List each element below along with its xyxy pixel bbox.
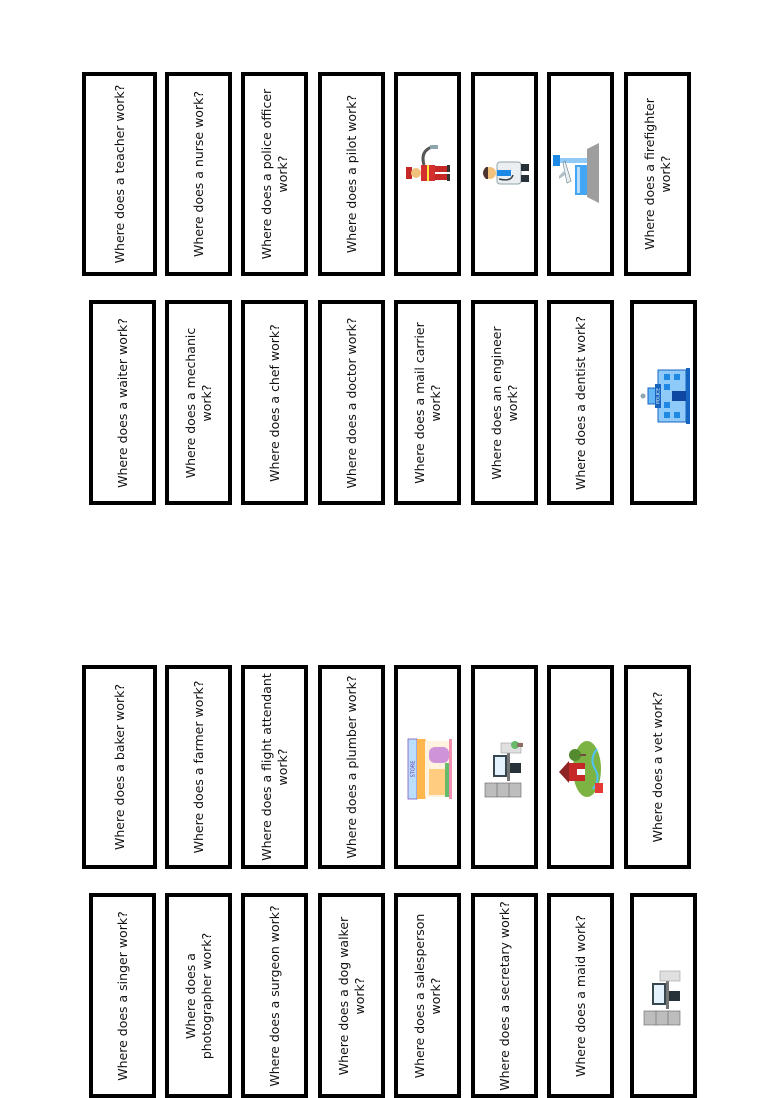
card-photographer xyxy=(165,893,232,1098)
police-sign-text: POLICE xyxy=(656,387,662,405)
card-mechanic xyxy=(165,300,232,505)
card-maid xyxy=(547,893,614,1098)
store-sign-text: STORE xyxy=(410,760,417,778)
airport-icon xyxy=(551,76,610,272)
card-text: Where does a vet work? xyxy=(649,691,665,843)
card-text: Where does a doctor work? xyxy=(343,317,359,488)
card-text: Where does a teacher work? xyxy=(111,84,127,264)
card-text: Where does a singer work? xyxy=(114,910,130,1081)
card-firefighter xyxy=(624,72,691,276)
card-text: Where does a surgeon work? xyxy=(266,904,282,1087)
card-text: Where does a chef work? xyxy=(266,323,282,482)
card-text: Where does a pilot work? xyxy=(343,94,359,254)
card-text: Where does a mechanic work? xyxy=(182,327,214,478)
store-icon xyxy=(398,669,457,865)
card-text: Where does a firefighter work? xyxy=(641,98,673,250)
card-text: Where does a salesperson work? xyxy=(411,913,443,1078)
card-plumber xyxy=(318,665,385,869)
card-secretary xyxy=(471,893,538,1098)
card-police-officer xyxy=(241,72,308,276)
card-text: Where does a mail carrier work? xyxy=(411,321,443,484)
card-text: Where does a farmer work? xyxy=(190,680,206,854)
card-doctor-image xyxy=(471,72,538,276)
police-station-icon xyxy=(634,304,693,501)
card-text: Where does a photographer work? xyxy=(182,932,214,1059)
card-teacher xyxy=(82,72,157,276)
card-text: Where does a baker work? xyxy=(111,684,127,850)
card-text: Where does a dentist work? xyxy=(572,315,588,490)
office-icon xyxy=(475,669,534,865)
card-dog-walker xyxy=(318,893,385,1098)
card-text: Where does a secretary work? xyxy=(496,900,512,1091)
card-flight-attendant xyxy=(241,665,308,869)
card-office-image-2 xyxy=(630,893,697,1098)
card-doctor xyxy=(318,300,385,505)
card-text: Where does a maid work? xyxy=(572,914,588,1077)
card-farm-image xyxy=(547,665,614,869)
card-text: Where does a nurse work? xyxy=(190,91,206,257)
card-salesperson xyxy=(394,893,461,1098)
card-airport-image xyxy=(547,72,614,276)
card-firefighter-image xyxy=(394,72,461,276)
card-text: Where does a plumber work? xyxy=(343,675,359,859)
card-store-image xyxy=(394,665,461,869)
card-singer xyxy=(89,893,156,1098)
card-waiter xyxy=(89,300,156,505)
office-icon xyxy=(634,897,693,1094)
card-surgeon xyxy=(241,893,308,1098)
card-text: Where does a waiter work? xyxy=(114,317,130,488)
card-dentist xyxy=(547,300,614,505)
card-chef xyxy=(241,300,308,505)
card-mail-carrier xyxy=(394,300,461,505)
card-text: Where does a police officer work? xyxy=(258,88,290,260)
card-nurse xyxy=(165,72,232,276)
card-baker xyxy=(82,665,157,869)
firefighter-icon xyxy=(398,76,457,272)
card-text: Where does an engineer work? xyxy=(488,325,520,480)
card-farmer xyxy=(165,665,232,869)
card-pilot xyxy=(318,72,385,276)
card-office-image xyxy=(471,665,538,869)
doctor-icon xyxy=(475,76,534,272)
farm-icon xyxy=(551,669,610,865)
card-vet xyxy=(624,665,691,869)
card-text: Where does a dog walker work? xyxy=(335,916,367,1075)
card-text: Where does a flight attendant work? xyxy=(258,673,290,861)
card-police-station-image xyxy=(630,300,697,505)
card-engineer xyxy=(471,300,538,505)
